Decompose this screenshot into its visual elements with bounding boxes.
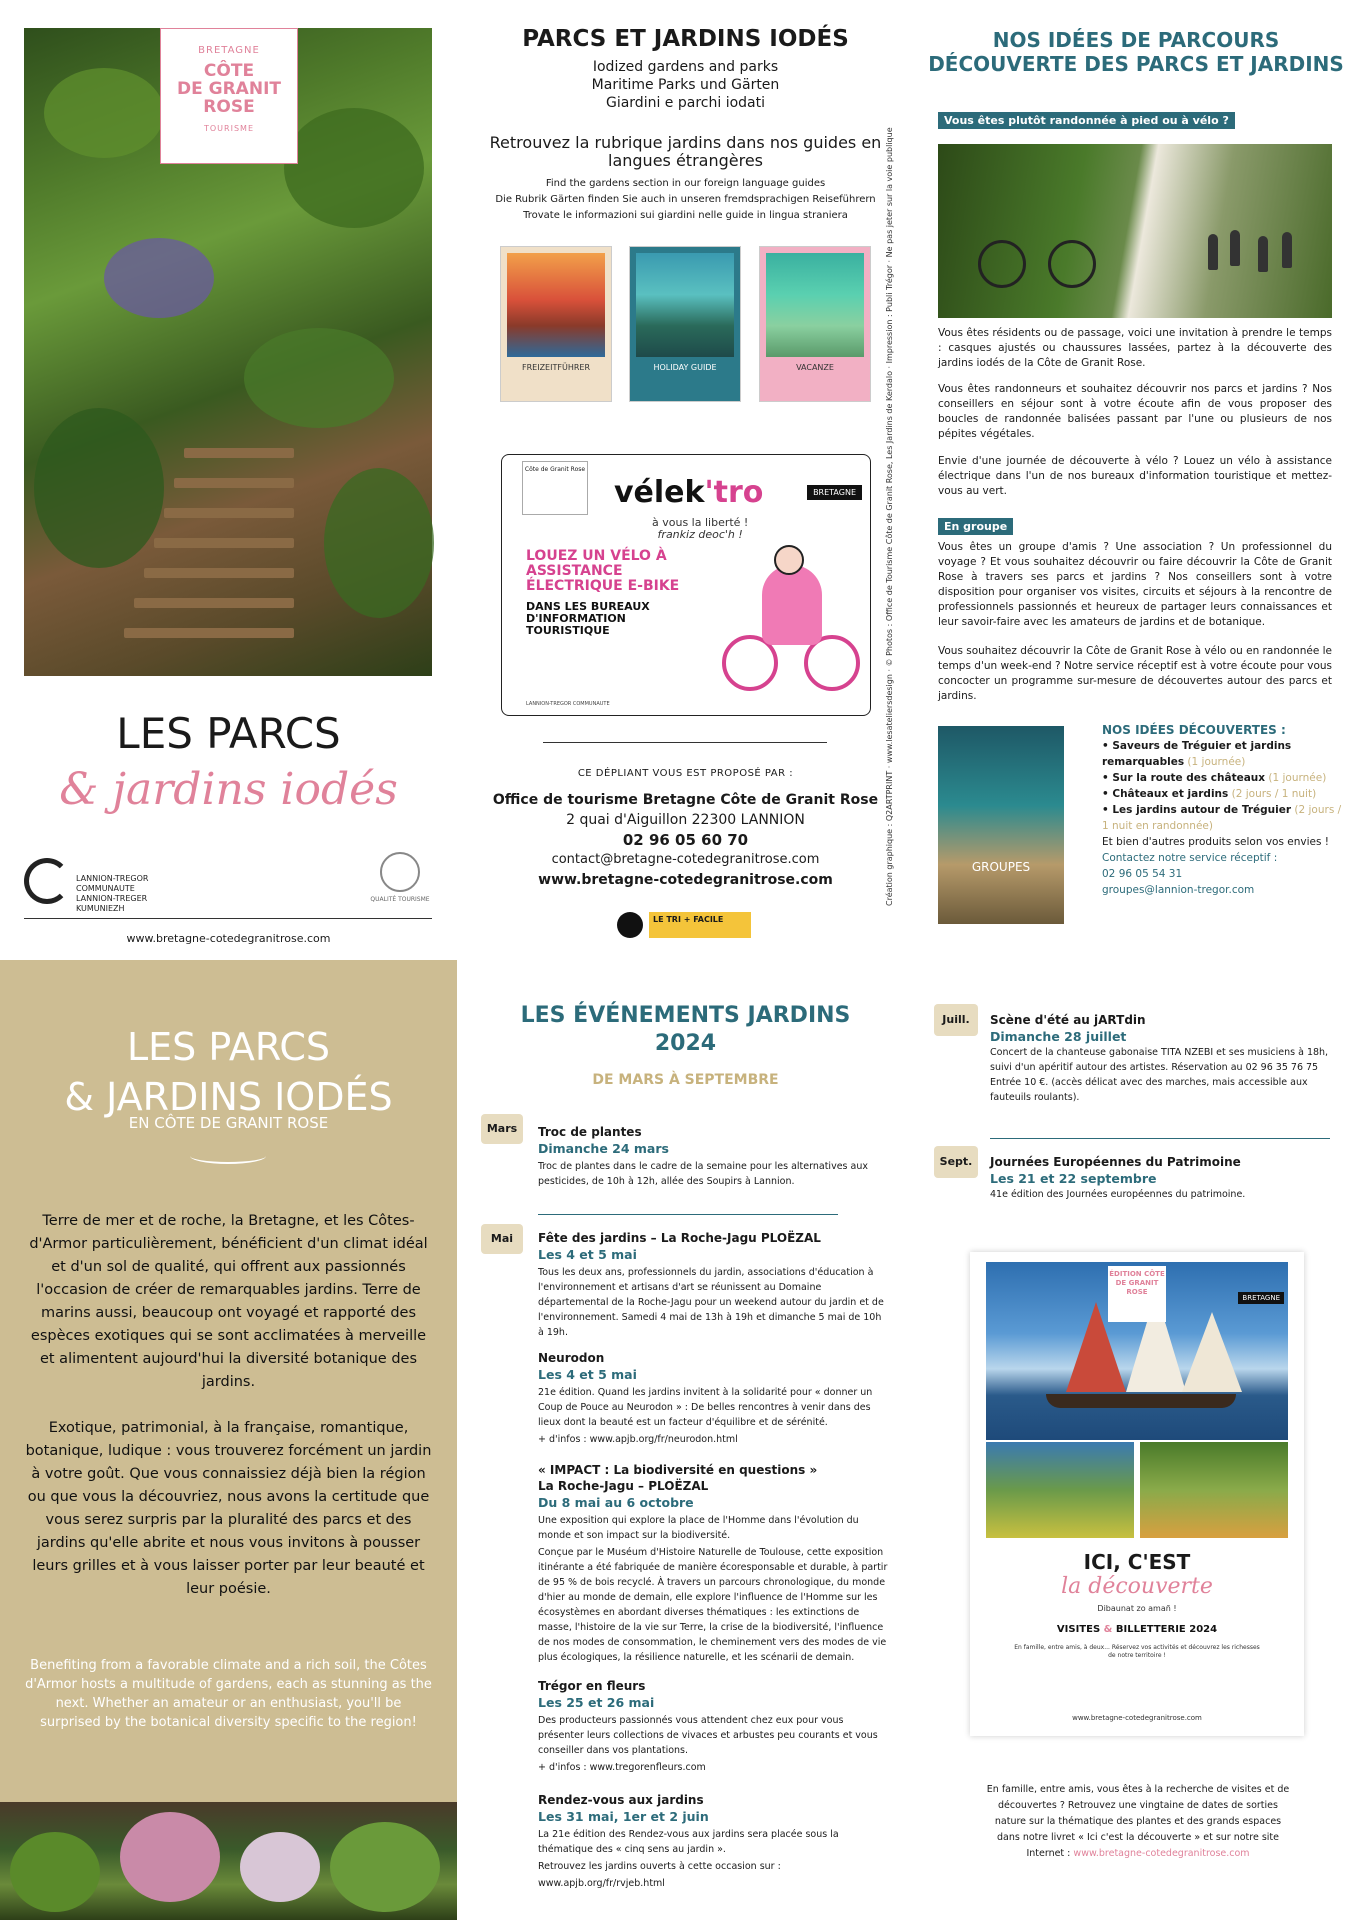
office-phone[interactable]: 02 96 05 60 70 <box>622 831 749 849</box>
parcours-title: NOS IDÉES DE PARCOURS DÉCOUVERTE DES PARCS ET JARDINS <box>928 28 1344 76</box>
office-email[interactable]: contact@bretagne-cotedegranitrose.com <box>551 852 820 867</box>
intro-panel <box>0 960 457 1920</box>
logo-region: BRETAGNE <box>198 45 260 56</box>
booklet-h3: Dibaunat zo amañ ! <box>1097 1604 1177 1613</box>
parcours-p2: Vous êtes randonneurs et souhaitez découvrir nos parcs et jardins ? Nos conseillers en séjour sont à votre écoute afin de vous proposer des boucles de randonnée balisées passant par l'une ou plusieurs de nos pépites végétales. <box>938 383 1332 440</box>
event-tregor-fleurs: Trégor en fleurs Les 25 et 26 mai Des producteurs passionnés vous attendent chez eux pour vous présenter leurs collections de vivaces et arbustes peu courants et vous conseiller dans vos plantations. + d'infos : www.tregorenfleurs.com <box>538 1679 878 1773</box>
booklet-footer-url[interactable]: www.bretagne-cotedegranitrose.com <box>1073 1848 1250 1859</box>
booklet-h1: ICI, C'EST <box>1083 1550 1191 1574</box>
tag-randonnee: Vous êtes plutôt randonnée à pied ou à vélo ? <box>938 112 1235 129</box>
decouverte-booklet <box>970 1252 1304 1736</box>
lannion-tregor-mark-icon <box>24 858 70 904</box>
events-panel <box>457 960 914 1920</box>
groupes-brochure <box>938 726 1064 924</box>
intro-fr-2: Exotique, patrimonial, à la française, romantique, botanique, ludique : vous trouverez forcément un jardin à votre goût. Que vous connaissiez déjà bien la région ou que vous la découvriez, nous avons la certitude que vous serez surpris par la pluralité des parcs et des jardins qu'elle abrite et nous vous invitons à pousser leurs grilles et à vous laisser porter par leur beauté et leur poésie. <box>25 1420 432 1597</box>
lang-it: Giardini e parchi iodati <box>605 95 765 111</box>
guide-cover-it: VACANZE <box>759 246 871 402</box>
intro-subtitle: EN CÔTE DE GRANIT ROSE <box>128 1114 329 1132</box>
event-troc: Troc de plantes Dimanche 24 mars Troc de plantes dans le cadre de la semaine pour les alternatives aux pesticides, de 10h à 12h, allée des Soupirs à Lannion. <box>538 1125 868 1187</box>
cover-divider <box>24 918 432 919</box>
month-juillet: Juill. <box>934 1004 978 1036</box>
booklet-h2: la découverte <box>1061 1574 1213 1599</box>
qualite-tourisme-icon <box>380 852 420 892</box>
logo-line2: DE GRANIT <box>177 79 281 99</box>
tri-logo <box>617 910 753 940</box>
ideas-phone[interactable]: 02 96 05 54 31 <box>1102 868 1183 880</box>
event-neurodon: Neurodon Les 4 et 5 mai 21e édition. Quand les jardins invitent à la solidarité pour « donner un Coup de Pouce au Neurodon » : De belles rencontres à venir dans des lieux dont la beauté est un facteur d'équilibre et de sérénité. + d'infos : www.apjb.org/fr/neurodon.html <box>538 1351 873 1445</box>
credits-vertical: Création graphique : Q2ARTPRINT · www.lesateliersdesign · © Photos : Office de Tourisme Côte de Granit Rose, Les Jardins de Kerdalo · Impression : Publi Trégor · Ne pas jeter sur la voie publique <box>885 127 894 906</box>
cover-url[interactable]: www.bretagne-cotedegranitrose.com <box>126 932 331 945</box>
flowers-photo <box>0 1802 457 1920</box>
kids-photo <box>986 1442 1134 1538</box>
intro-fr-1: Terre de mer et de roche, la Bretagne, et les Côtes-d'Armor particulièrement, bénéficient d'un climat idéal et d'un sol de qualité, qui offrent aux passionnés l'occasion de créer de remarquables jardins. Terre de marins aussi, beaucoup ont voyagé et rapporté des espèces exotiques qui se sont acclimatées à merveille et alimentent aujourd'hui la diversité botanique des jardins. <box>29 1213 428 1390</box>
office-address: 2 quai d'Aiguillon 22300 LANNION <box>566 812 805 828</box>
month-mai: Mai <box>481 1224 523 1254</box>
guides-heading: Retrouvez la rubrique jardins dans nos guides en langues étrangères <box>489 133 882 170</box>
event-impact: « IMPACT : La biodiversité en questions » La Roche-Jagu – PLOËZAL Du 8 mai au 6 octobre Une exposition qui explore la place de l'Homme dans l'évolution du monde et son impact sur la biodiversité. Conçue par le Muséum d'Histoire Naturelle de Toulouse, cette exposition itinérante a été fabriquée de manière écoresponsable et durable, à partir de 95 % de bois recyclé. À travers un parcours chronologique, du monde d'hier au monde de demain, elle explore l'influence de l'Homme sur les écosystèmes en abordant diverses thématiques : les extinctions de masse, l'histoire de la vie sur Terre, la crise de la biodiversité, l'influence de nos modes de consommation, le cheminement vers des modes de vie plus écologiques, la résilience naturelle, et les scénarii de demain. <box>538 1463 888 1663</box>
booklet-footer <box>986 1782 1290 1862</box>
ideas-contact: Contactez notre service réceptif : <box>1102 852 1278 864</box>
office-divider <box>543 742 827 743</box>
ideas-list: NOS IDÉES DÉCOUVERTES : • Saveurs de Tréguier et jardins remarquables (1 journée) • Sur la route des châteaux (1 journée) • Châteaux et jardins (2 jours / 1 nuit) • Les jardins autour de Tréguier (2 jours / 1 nuit en randonnée) Et bien d'autres produits selon vos envies ! Contactez notre service réceptif : 02 96 05 54 31 groupes@lannion-tregor.com <box>1102 723 1342 896</box>
guide-cover-de: FREIZEITFÜHRER <box>500 246 612 402</box>
tri-label: LE TRI + FACILE <box>649 912 751 938</box>
event-scene-ete: Scène d'été au jARTdin Dimanche 28 juillet Concert de la chanteuse gabonaise TITA NZEBI et ses musiciens à 18h, suivi d'un apéritif autour des artistes. Réservation au 02 96 35 76 75 Entrée 10 €. (accès délicat avec des marches, mais accessible aux fauteuils roulants). <box>990 1013 1329 1103</box>
guides-panel <box>457 0 914 960</box>
qualite-tourisme-text: QUALITÉ TOURISME <box>370 896 430 903</box>
velektro-brand: vélek'tro <box>614 475 764 510</box>
logo-name <box>161 62 297 116</box>
tag-groupe: En groupe <box>938 518 1013 535</box>
events-sep-1 <box>538 1214 838 1215</box>
booklet-badge: BRETAGNE <box>1238 1292 1284 1304</box>
lannion-tregor-text: LANNION-TREGOR COMMUNAUTE LANNION-TREGER KUMUNIEZH <box>76 874 149 913</box>
parcours-p4: Vous êtes un groupe d'amis ? Une association ? Un professionnel du voyage ? Et vous souhaitez découvrir ou faire découvrir la Côte de Granit Rose à travers ses parcs et jardins ? Nos conseillers sont à votre disposition pour organiser vos visites, circuits et séjours à la rencontre de professionnels passionnés et heureux de partager leurs connaissances et leur savoir-faire avec les amateurs de jardins et de botanique. <box>938 541 1332 628</box>
logo-line3: ROSE <box>203 97 255 117</box>
lannion-tregor-logo <box>24 858 184 913</box>
event-patrimoine: Journées Européennes du Patrimoine Les 21 et 22 septembre 41e édition des Journées européennes du patrimoine. <box>990 1155 1246 1200</box>
groupes-label: GROUPES <box>971 860 1031 874</box>
logo-sub: TOURISME <box>204 124 254 133</box>
events-subtitle: DE MARS À SEPTEMBRE <box>592 1072 779 1088</box>
bikes-walkers-photo <box>938 144 1332 318</box>
parcours-p5: Vous souhaitez découvrir la Côte de Granit Rose à vélo ou en randonnée le temps d'un week-end ? Notre service réceptif est à votre écoute pour vous concocter un programme sur-mesure de découvertes autour des parcs et jardins. <box>938 645 1333 702</box>
office-name: Office de tourisme Bretagne Côte de Granit Rose <box>492 792 879 808</box>
office-propose: CE DÉPLIANT VOUS EST PROPOSÉ PAR : <box>577 768 794 779</box>
intro-english: Benefiting from a favorable climate and a rich soil, the Côtes d'Armor hosts a multitude of gardens, each as stunning as the next. Whether an amateur or an enthusiast, you'll be surprised by the botanical diversity specific to the region! <box>25 1658 432 1730</box>
family-photo <box>1140 1442 1288 1538</box>
velektro-footer: LANNION-TREGOR COMMUNAUTE <box>526 701 610 707</box>
month-sept: Sept. <box>934 1146 978 1178</box>
intro-title: LES PARCS & JARDINS IODÉS <box>64 1025 393 1119</box>
velektro-badge: BRETAGNE <box>807 485 862 500</box>
booklet-panel <box>914 960 1358 1920</box>
guide-cover-en: HOLIDAY GUIDE <box>629 246 741 402</box>
booklet-logo: ÉDITION CÔTE DE GRANIT ROSE <box>1108 1266 1166 1322</box>
parcours-p3: Envie d'une journée de découverte à vélo ? Louez un vélo à assistance électrique dans l'un de nos bureaux d'information touristique et mettez-vous au vert. <box>938 455 1332 497</box>
intro-text <box>24 1210 433 1601</box>
bike-rider-illustration <box>712 545 862 705</box>
qualite-tourisme-logo <box>370 852 430 912</box>
event-rdv-jardins: Rendez-vous aux jardins Les 31 mai, 1er et 2 juin La 21e édition des Rendez-vous aux jardins sera placée sous la thématique des « cinq sens au jardin ». Retrouvez les jardins ouverts à cette occasion sur : www.apjb.org/fr/rvjeb.html <box>538 1793 839 1889</box>
logo-line1: CÔTE <box>203 61 255 81</box>
parcours-p1: Vous êtes résidents ou de passage, voici une invitation à prendre le temps : casques ajustés ou chaussures lassées, partez à la découverte des jardins iodés de la Côte de Granit Rose. <box>938 327 1332 369</box>
wave-ornament-icon <box>190 1148 266 1164</box>
velektro-tagline: à vous la liberté ! frankiz deoc'h ! <box>652 516 749 541</box>
booklet-url: www.bretagne-cotedegranitrose.com <box>1072 1714 1202 1722</box>
events-sep-2 <box>990 1138 1330 1139</box>
velektro-black-text: DANS LES BUREAUX D'INFORMATION TOURISTIQUE <box>526 600 650 637</box>
recycle-person-icon <box>617 912 643 938</box>
event-fete-jardins: Fête des jardins – La Roche-Jagu PLOËZAL Les 4 et 5 mai Tous les deux ans, professionnels du jardin, associations d'éducation à l'environnement et artisans d'art se réunissent au Domaine départemental de la Roche-Jagu pour un weekend autour du jardin et de l'environnement. Samedi 4 mai de 13h à 19h et dimanche 5 mai de 10h à 19h. <box>538 1231 884 1338</box>
lang-de: Maritime Parks und Gärten <box>591 77 780 93</box>
booklet-h5: En famille, entre amis, à deux... Réservez vos activités et découvrez les richesses de notre territoire ! <box>1014 1644 1260 1659</box>
cover-title: LES PARCS <box>116 709 341 758</box>
guides-title: PARCS ET JARDINS IODÉS <box>522 26 849 52</box>
booklet-footer-text: En famille, entre amis, vous êtes à la recherche de visites et de découvertes ? Retrouvez une vingtaine de dates de sorties nature sur la thématique des plantes et des grands espaces dans notre livret « Ici c'est la découverte » et sur notre site Internet : <box>986 1784 1290 1859</box>
cover-subtitle: & jardins iodés <box>59 764 398 815</box>
velektro-ad <box>501 454 871 716</box>
velektro-pink-text: LOUEZ UN VÉLO À ASSISTANCE ÉLECTRIQUE E-BIKE <box>526 548 680 594</box>
cote-granit-rose-logo <box>160 28 298 164</box>
month-mars: Mars <box>481 1114 523 1144</box>
booklet-h4: VISITES & BILLETTERIE 2024 <box>1056 1624 1218 1635</box>
lang-en: Iodized gardens and parks <box>592 59 779 75</box>
events-title: LES ÉVÉNEMENTS JARDINS 2024 <box>520 1003 851 1056</box>
ideas-title: NOS IDÉES DÉCOUVERTES : <box>1102 723 1286 737</box>
velektro-mini-logo: Côte de Granit Rose <box>522 461 588 515</box>
office-contact <box>457 790 914 890</box>
ideas-more: Et bien d'autres produits selon vos envies ! <box>1102 836 1330 848</box>
office-website[interactable]: www.bretagne-cotedegranitrose.com <box>538 872 833 888</box>
guides-lines: Find the gardens section in our foreign language guides Die Rubrik Gärten finden Sie auch in unseren fremdsprachigen Reiseführern Trovate le informazioni sui giardini nelle guide in lingua straniera <box>495 178 876 221</box>
ideas-email[interactable]: groupes@lannion-tregor.com <box>1102 884 1255 896</box>
guides-languages <box>457 58 914 112</box>
parcours-panel <box>914 0 1358 960</box>
cover-panel <box>0 0 457 960</box>
